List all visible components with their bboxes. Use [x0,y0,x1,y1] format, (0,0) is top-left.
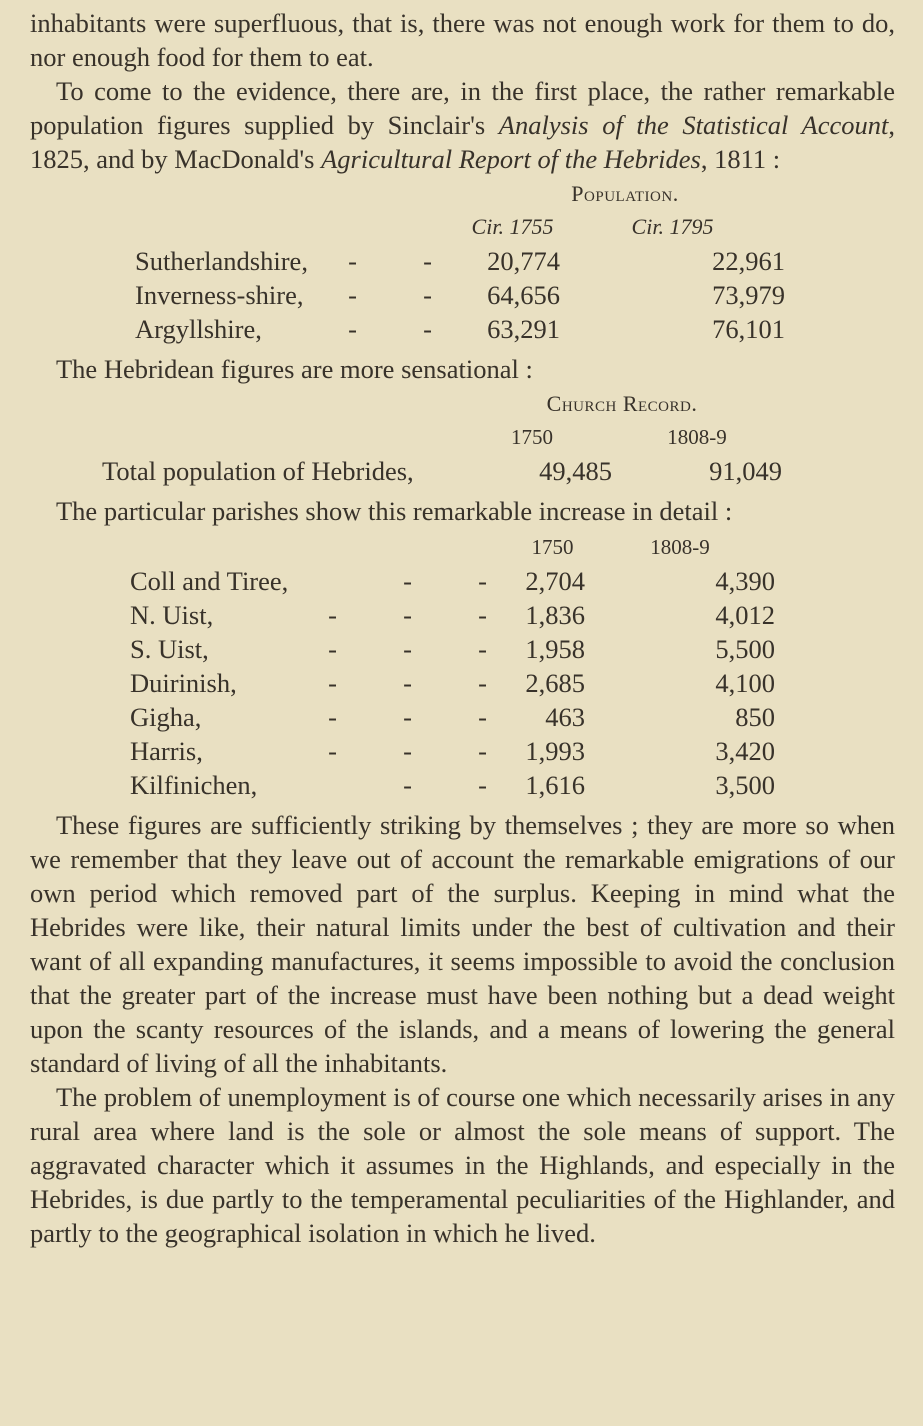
column-header: 1750 [531,535,574,559]
value-1808-9: 5,500 [715,634,775,664]
empty-cell [445,530,520,564]
row-label: Gigha, [130,702,202,732]
row-label: Inverness-shire, [135,280,304,310]
value-1808-9: 91,049 [709,456,782,486]
dash-leader: - [478,668,487,698]
paragraph-2 [30,74,895,176]
row-label: Coll and Tiree, [130,566,289,596]
empty-cell [390,210,465,244]
dash-leader: - [328,634,337,664]
table-header-row [135,210,895,244]
dash-leader: - [348,314,357,344]
value-1808-9: 4,100 [715,668,775,698]
population-table [135,178,895,346]
column-header: 1808-9 [667,425,727,449]
parishes-table [130,530,895,802]
paragraph-3: The Hebridean figures are more sensational : [56,354,533,384]
dash-leader [295,768,370,802]
table-row [130,564,895,598]
dash-leader: - [403,702,412,732]
value-1795: 76,101 [712,314,785,344]
column-header: 1808-9 [650,535,710,559]
row-label: Argyllshire, [135,314,262,344]
dash-leader: - [478,770,487,800]
row-label: N. Uist, [130,600,214,630]
italic-book-title: Agricultural Report of the Hebrides [321,144,701,174]
row-label: Sutherlandshire, [135,246,308,276]
dash-leader: - [348,280,357,310]
table-header-row [102,420,895,454]
dash-leader: - [403,566,412,596]
empty-cell [295,530,370,564]
value-1795: 73,979 [712,280,785,310]
empty-cell [102,420,452,454]
table-row [130,598,895,632]
dash-leader: - [328,668,337,698]
value-1808-9: 850 [735,702,775,732]
dash-leader: - [403,770,412,800]
value-1750: 2,685 [525,668,585,698]
table-row [102,454,895,488]
dash-leader [295,564,370,598]
value-1750: 49,485 [539,456,612,486]
paragraph-6: The problem of unemployment is of course one which necessarily arises in any rural area where land is the sole or almost the sole means of support. The aggravated character which it assumes in the Highlands, and especially in the Hebrides, is due partly to the temperamental peculiarities of the Highlander, and partly to the geographical isolation in which he lived. [30,1082,895,1248]
dash-leader: - [478,566,487,596]
dash-leader: - [348,246,357,276]
table-row [130,734,895,768]
empty-cell [135,210,315,244]
value-1808-9: 4,012 [715,600,775,630]
empty-cell [370,530,445,564]
italic-book-title: Analysis of the Statistical Account [498,110,889,140]
text-run: , 1825, and by MacDonald's [30,110,895,174]
table-row [135,244,895,278]
row-label: Kilfinichen, [130,770,258,800]
dash-leader: - [403,668,412,698]
value-1750: 1,616 [525,770,585,800]
empty-cell [130,530,295,564]
paragraph-5: These figures are sufficiently striking by themselves ; they are more so when we remember that they leave out of account the remarkable emigrations of our own period which removed part of the surplus. Keeping in mind what the Hebrides were like, their natural limits under the best of cultivation and their want of all expanding manufactures, it seems impossible to avoid the conclusion that the greater part of the increase must have been nothing but a dead weight upon the scanty resources of the islands, and a means of lowering the general standard of living of all the inhabitants. [30,810,895,1078]
empty-cell [315,210,390,244]
dash-leader: - [423,246,432,276]
table-row [130,700,895,734]
table-row [135,278,895,312]
dash-leader: - [328,736,337,766]
dash-leader: - [423,280,432,310]
table-row [130,632,895,666]
value-1808-9: 3,500 [715,770,775,800]
value-1750: 1,958 [525,634,585,664]
value-1795: 22,961 [712,246,785,276]
value-1808-9: 4,390 [715,566,775,596]
dash-leader: - [328,600,337,630]
value-1750: 1,993 [525,736,585,766]
dash-leader: - [403,736,412,766]
dash-leader: - [478,634,487,664]
value-1755: 64,656 [487,280,560,310]
dash-leader: - [423,314,432,344]
table-title: Population. [571,181,679,206]
text-run: To come to the evidence, there are, in the first place, the rather remarkable population figures supplied by Sinclair's [30,76,895,140]
value-1750: 1,836 [525,600,585,630]
table-row [130,768,895,802]
dash-leader: - [328,702,337,732]
text-run: , 1811 : [700,144,781,174]
value-1755: 63,291 [487,314,560,344]
column-header: Cir. 1755 [471,214,554,239]
dash-leader: - [478,600,487,630]
dash-leader: - [478,702,487,732]
row-label: Harris, [130,736,203,766]
column-header: 1750 [511,425,553,449]
value-1755: 20,774 [487,246,560,276]
dash-leader: - [403,600,412,630]
church-record-table [102,388,895,488]
value-1808-9: 3,420 [715,736,775,766]
dash-leader: - [478,736,487,766]
row-label: Total population of Hebrides, [102,456,414,486]
row-label: S. Uist, [130,634,209,664]
value-1750: 463 [545,702,585,732]
value-1750: 2,704 [525,566,585,596]
table-title: Church Record. [546,391,698,416]
table-row [135,312,895,346]
row-label: Duirinish, [130,668,237,698]
table-header-row [130,530,895,564]
paragraph-4: The particular parishes show this remarkable increase in detail : [56,496,733,526]
table-row [130,666,895,700]
dash-leader: - [403,634,412,664]
paragraph-1: inhabitants were superfluous, that is, there was not enough work for them to do, nor enough food for them to eat. [30,8,895,72]
column-header: Cir. 1795 [631,214,714,239]
